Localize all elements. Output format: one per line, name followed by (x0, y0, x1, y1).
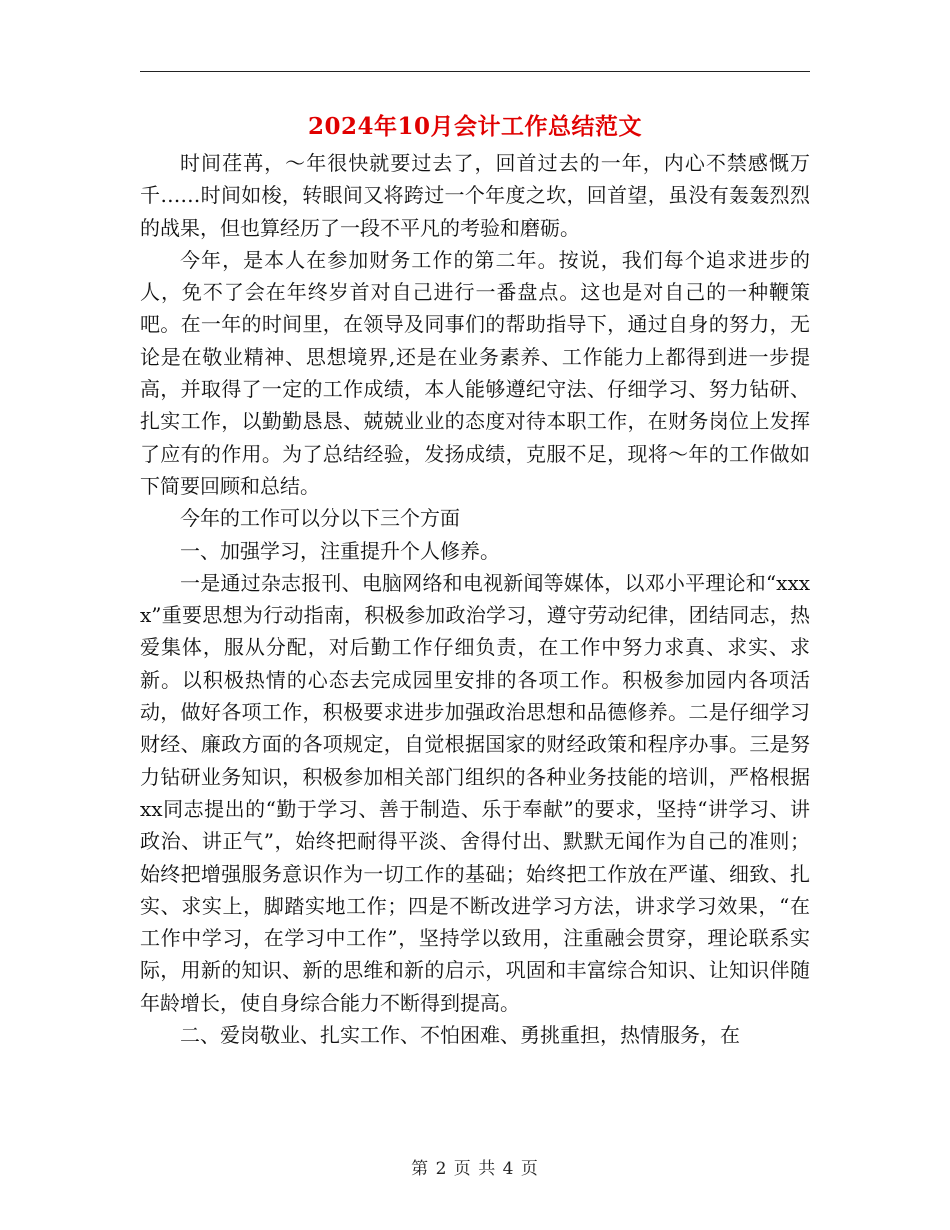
page-number-footer: 第 2 页 共 4 页 (411, 1159, 539, 1179)
section-heading-1: 一、加强学习，注重提升个人修养。 (180, 538, 500, 563)
document-body (140, 147, 810, 1051)
paragraph-three-aspects: 今年的工作可以分以下三个方面 (180, 506, 460, 531)
header-rule (140, 71, 810, 72)
paragraph-overview: 今年，是本人在参加财务工作的第二年。按说，我们每个追求进步的人，免不了会在年终岁首对自己进行一番盘点。这也是对自己的一种鞭策吧。在一年的时间里，在领导及同事们的帮助指导下，通过自身的努力，无论是在敬业精神、思想境界,还是在业务素养、工作能力上都得到进一步提高，并取得了一定的工作成绩，本人能够遵纪守法、仔细学习、努力钻研、扎实工作，以勤勤恳恳、兢兢业业的态度对待本职工作，在财务岗位上发挥了应有的作用。为了总结经验，发扬成绩，克服不足，现将～年的工作做如下简要回顾和总结。 (140, 247, 810, 498)
section-heading-2: 二、爱岗敬业、扎实工作、不怕困难、勇挑重担，热情服务，在 (180, 1023, 740, 1048)
document-title: 2024年10月会计工作总结范文 (307, 113, 643, 140)
paragraph-study-details: 一是通过杂志报刊、电脑网络和电视新闻等媒体，以邓小平理论和“xxxx”重要思想为行动指南，积极参加政治学习，遵守劳动纪律，团结同志，热爱集体，服从分配，对后勤工作仔细负责，在工作中努力求真、求实、求新。以积极热情的心态去完成园里安排的各项工作。积极参加园内各项活动，做好各项工作，积极要求进步加强政治思想和品德修养。二是仔细学习财经、廉政方面的各项规定，自觉根据国家的财经政策和程序办事。三是努力钻研业务知识，积极参加相关部门组织的各种业务技能的培训，严格根据xx同志提出的“勤于学习、善于制造、乐于奉献”的要求，坚持“讲学习、讲政治、讲正气”，始终把耐得平淡、舍得付出、默默无闻作为自己的准则；始终把增强服务意识作为一切工作的基础；始终把工作放在严谨、细致、扎实、求实上，脚踏实地工作；四是不断改进学习方法，讲求学习效果，“在工作中学习，在学习中工作”，坚持学以致用，注重融会贯穿，理论联系实际，用新的知识、新的思维和新的启示，巩固和丰富综合知识、让知识伴随年龄增长，使自身综合能力不断得到提高。 (140, 570, 810, 1015)
paragraph-intro: 时间荏苒，～年很快就要过去了，回首过去的一年，内心不禁感慨万千……时间如梭，转眼间又将跨过一个年度之坎，回首望，虽没有轰轰烈烈的战果，但也算经历了一段不平凡的考验和磨砺。 (140, 151, 810, 240)
